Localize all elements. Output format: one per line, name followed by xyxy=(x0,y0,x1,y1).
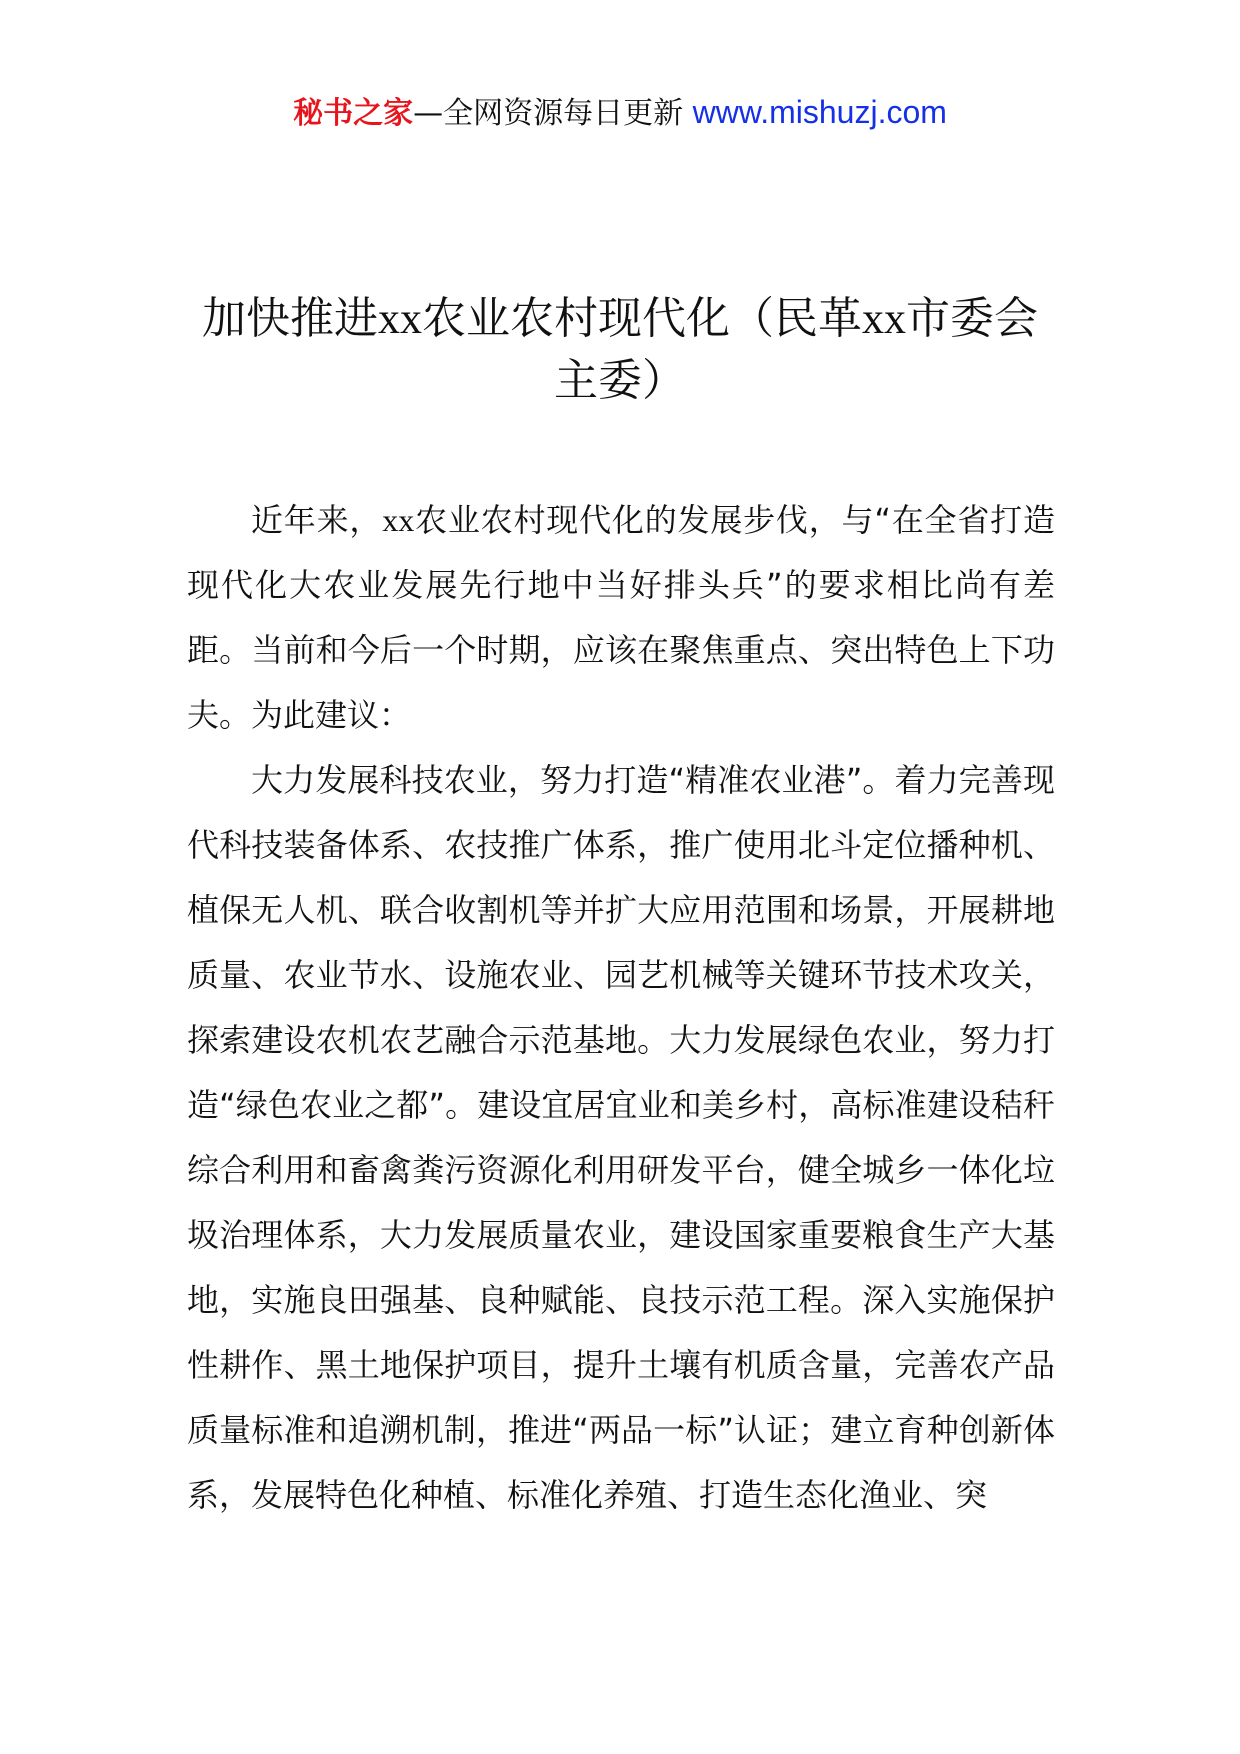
intro-text-2: 农业农村现代化的发展步伐，与“在全省打造现代化大农业发展先行地中当好排头兵”的要求相比尚有差距。当前和今后一个时期，应该在聚焦重点、突出特色上下功夫。为此建议： xyxy=(187,501,1055,734)
intro-text-1: 近年来， xyxy=(251,501,383,539)
title-text-2: 农业农村现代化（民革 xyxy=(422,293,862,344)
header-tagline: —全网资源每日更新 xyxy=(413,96,693,131)
title-text-3: 市委会主委） xyxy=(554,293,1038,406)
intro-placeholder: xx xyxy=(382,502,415,538)
title-placeholder-1: xx xyxy=(378,294,422,343)
title-text-1: 加快推进 xyxy=(202,293,378,344)
site-url-link[interactable]: www.mishuzj.com xyxy=(692,94,947,130)
document-title xyxy=(185,288,1055,412)
brand-name: 秘书之家 xyxy=(293,96,414,131)
document-body xyxy=(187,488,1055,1528)
paragraph-proposals: 大力发展科技农业，努力打造“精准农业港”。着力完善现代科技装备体系、农技推广体系，推广使用北斗定位播种机、植保无人机、联合收割机等并扩大应用范围和场景，开展耕地质量、农业节水、设施农业、园艺机械等关键环节技术攻关，探索建设农机农艺融合示范基地。大力发展绿色农业，努力打造“绿色农业之都”。建设宜居宜业和美乡村，高标准建设秸秆综合利用和畜禽粪污资源化利用研发平台，健全城乡一体化垃圾治理体系，大力发展质量农业，建设国家重要粮食生产大基地，实施良田强基、良种赋能、良技示范工程。深入实施保护性耕作、黑土地保护项目，提升土壤有机质含量，完善农产品质量标准和追溯机制，推进“两品一标”认证；建立育种创新体系，发展特色化种植、标准化养殖、打造生态化渔业、突 xyxy=(187,761,1055,1514)
site-header xyxy=(0,92,1240,134)
title-placeholder-2: xx xyxy=(862,294,906,343)
paragraph-intro xyxy=(187,488,1055,748)
